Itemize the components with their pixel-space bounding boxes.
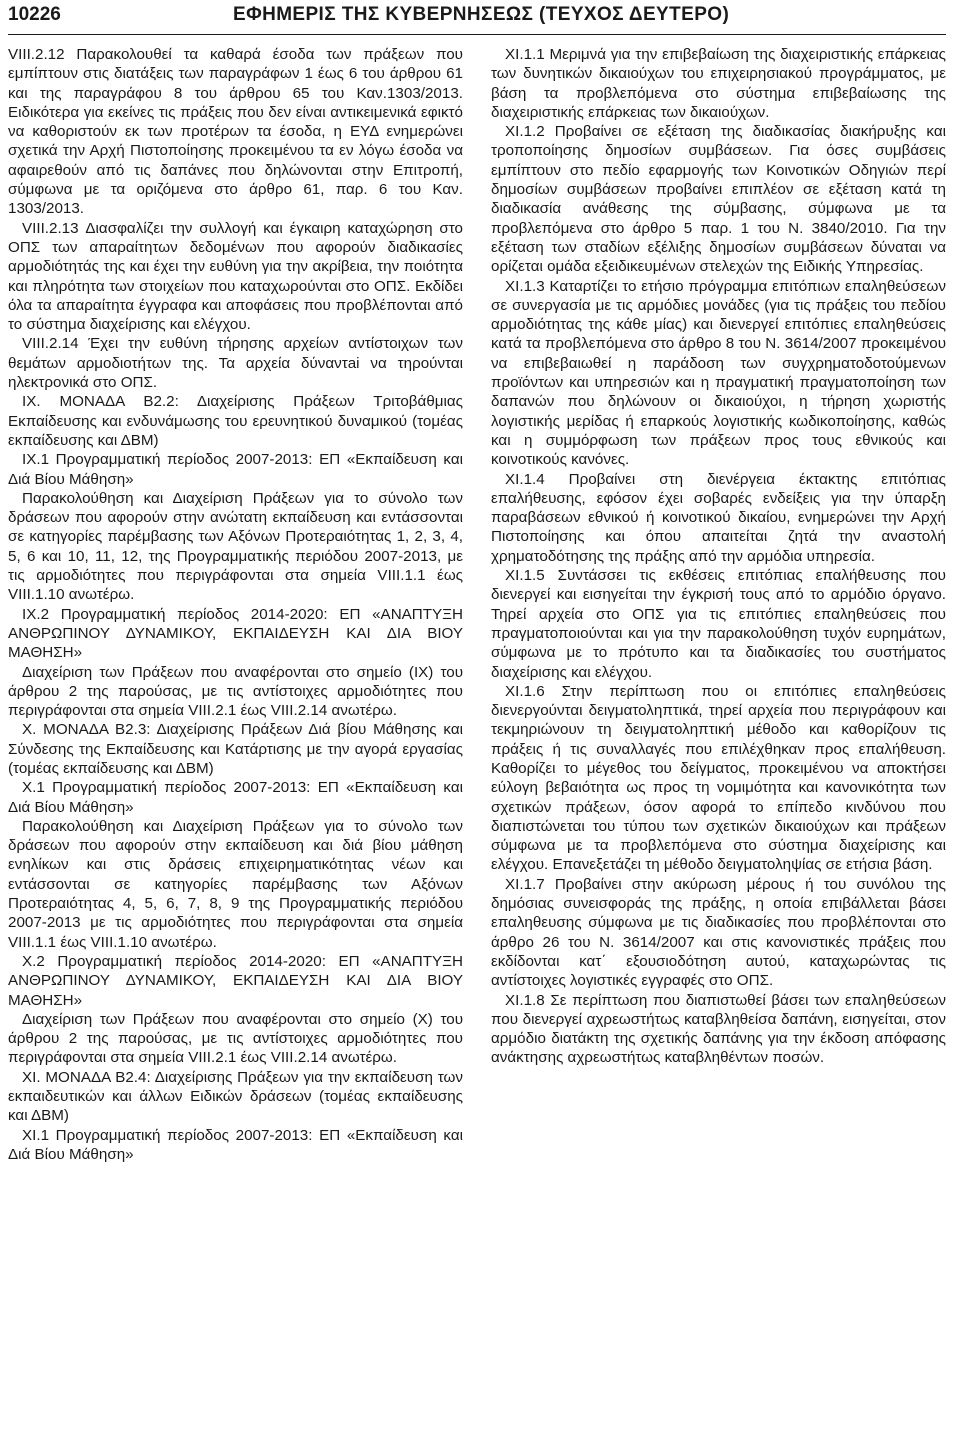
paragraph: XI.1.4 Προβαίνει στη διενέργεια έκτακτης επιτόπιας επαλήθευσης, εφόσον έχει σοβαρές ενδείξεις για την ύπαρξη παραβάσεων εθνικού ή κοινοτικού δικαίου, ενημερώνει την Αρχή Πιστοποίησης και όπου απαιτείται ζητά την αναστολή χρηματοδότησης της πράξης από την αρμόδια υπηρεσία. bbox=[491, 470, 946, 565]
paragraph: XI.1.5 Συντάσσει τις εκθέσεις επιτόπιας επαλήθευσης που διενεργεί και εισηγείται την έγκρισή τους από το αρμόδιο όργανο. Τηρεί αρχεία στο ΟΠΣ για τις επιτόπιες επαληθεύσεις που πραγματοποιούνται και για την παρακολούθηση τυχόν ευρημάτων, σύμφωνα με το πρότυπο και τα διαδικασίες του συστήματος διαχείρισης και ελέγχου. bbox=[491, 567, 946, 681]
paragraph: XI.1.7 Προβαίνει στην ακύρωση μέρους ή του συνόλου της δημόσιας συνεισφοράς της πράξης, η οποία επιβάλλεται βάσει επαληθευσης σύμφωνα με τις διαδικασίες που προβλέπονται στο άρθρο 26 του Ν. 3614/2007 και στις κανονιστικές πράξεις που εκδίδονται κατ΄ εξουσιοδότηση αυτού, καταχωρώντας τις αντίστοιχες λογιστικές εγγραφές στο ΟΠΣ. bbox=[491, 875, 946, 990]
paragraph: IX.1 Προγραμματική περίοδος 2007-2013: ΕΠ «Εκπαίδευση και Διά Βίου Μάθηση» bbox=[8, 451, 463, 488]
paragraph: XI.1.3 Καταρτίζει το ετήσιο πρόγραμμα επιτόπιων επαληθεύσεων σε συνεργασία με τις αρμόδιες μονάδες (για τις πράξεις του πεδίου αρμοδιότητας της κάθε μίας) και διενεργεί επιτόπιες επαληθεύσεις κατά τα προβλεπόμενα στο άρθρο 8 του Ν. 3614/2007 προκειμένου να επιβεβαιωθεί η παράδοση των συγχρηματοδοτούμενων προϊόντων και υπηρεσιών και η πραγματική πραγματοποίηση των δαπανών που δηλώνουν οι δικαιούχοι, η τήρηση χωριστής λογιστικής μερίδας ή επαρκούς λογιστικής κωδικοποίησης, καθώς και η συμμόρφωση των πράξεων προς τους εθνικούς και κοινοτικούς κανόνες. bbox=[491, 277, 946, 469]
paragraph: VIII.2.14 Έχει την ευθύνη τήρησης αρχείων αντίστοιχων των θεμάτων αρμοδιοτήτων της. Τα αρχεία δύναντai να τηρούνται ηλεκτρονικά στο ΟΠΣ. bbox=[8, 335, 463, 392]
paragraph: VIII.2.12 Παρακολουθεί τα καθαρά έσοδα των πράξεων που εμπίπτουν στις διατάξεις των παραγράφων 1 έως 6 του άρθρου 61 και της παραγράφου 8 του άρθρου 65 του Καν.1303/2013. Ειδικότερα για εκείνες τις πράξεις που δεν είναι αντικειμενικά εφικτό να καθοριστούν εκ των προτέρων τα έσοδα, η ΕΥΔ ενημερώνει σχετικά την Αρχή Πιστοποίησης προκειμένου τα εν λόγω έσοδα να αφαιρεθούν από τις δαπάνες που δηλώνονται στην Επιτροπή, σύμφωνα με τα οριζόμενα στο άρθρο 61, παρ. 6 του Καν. 1303/2013. bbox=[8, 46, 463, 218]
paragraph: XI. ΜΟΝΑΔΑ Β2.4: Διαχείρισης Πράξεων για την εκπαίδευση των εκπαιδευτικών και άλλων Ειδικών δράσεων (τομέας εκπαίδευσης και ΔΒΜ) bbox=[8, 1068, 463, 1125]
paragraph: IX. ΜΟΝΑΔΑ Β2.2: Διαχείρισης Πράξεων Τριτοβάθμιας Εκπαίδευσης και ενδυνάμωσης του ερευνητικού δυναμικού (τομέας εκπαίδευσης και ΔΒΜ) bbox=[8, 393, 463, 449]
paragraph: XI.1.8 Σε περίπτωση που διαπιστωθεί βάσει των επαληθεύσεων που διενεργεί αχρεωστήτως καταβληθείσα δαπάνη, εισηγείται, στον αρμόδιο διατάκτη της σχετικής δαπάνης για την έκδοση απόφασης ανάκτησης αχρεωστήτως καταβληθέντων ποσών. bbox=[491, 991, 946, 1067]
right-column bbox=[491, 45, 946, 1164]
paragraph: XI.1.6 Στην περίπτωση που οι επιτόπιες επαληθεύσεις διενεργούνται δειγματοληπτικά, τηρεί αρχεία που περιγράφουν και τεκμηριώνουν τη δειγματοληπτική μέθοδο και καθορίζουν τις πράξεις ή τις συναλλαγές που επιλέχθηκαν προς επαλήθευση. Καθορίζει το μέγεθος του δείγματος, προκειμένου να αποκτήσει εύλογη βεβαιότητα ως προς τη νομιμότητα και κανονικότητα των σχετικών πράξεων, όσον αφορά το επίπεδο κινδύνου που διαπιστώνεται του τύπου των σχετικών δικαιούχων και πράξεων σύμφωνα με τα προβλεπόμενα στο σύστημα διαχείρισης και ελέγχου. Επανεξετάζει τη μέθοδο δειγματοληψίας σε ετήσια βάση. bbox=[491, 682, 946, 874]
paragraph: X.1 Προγραμματική περίοδος 2007-2013: ΕΠ «Εκπαίδευση και Διά Βίου Μάθηση» bbox=[8, 779, 463, 816]
paragraph: XI.1 Προγραμματική περίοδος 2007-2013: ΕΠ «Εκπαίδευση και Διά Βίου Μάθηση» bbox=[8, 1126, 463, 1163]
paragraph: X. ΜΟΝΑΔΑ Β2.3: Διαχείρισης Πράξεων Διά βίου Μάθησης και Σύνδεσης της Εκπαίδευσης και Κατάρτισης με την αγορά εργασίας (τομέας εκπαίδευσης και ΔΒΜ) bbox=[8, 721, 463, 777]
left-column bbox=[8, 45, 463, 1164]
paragraph: XI.1.1 Μεριμνά για την επιβεβαίωση της διαχειριστικής επάρκειας των δυνητικών δικαιούχων του επιχειρησιακού προγράμματος, με βάση τα προβλεπόμενα στο σύστημα επιβεβαίωσης της διαχειριστικής επάρκειας των δικαιούχων. bbox=[491, 46, 946, 121]
page-number: 10226 bbox=[8, 4, 61, 25]
paragraph: XI.1.2 Προβαίνει σε εξέταση της διαδικασίας διακήρυξης και τροποποίησης δημοσίων συμβάσεων. Για όσες συμβάσεις εμπίπτουν στο πεδίο εφαρμογής των Κοινοτικών Οδηγιών περί δημοσίων συμβάσεων προβαίνει επιπλέον σε εξέταση κατά τη διαδικασία ανάθεσης της σύμβασης, σύμφωνα με τα προβλεπόμενα στο άρθρο 5 παρ. 1 του Ν. 3840/2010. Για την εξέταση των σταδίων εξέλιξης δημοσίων συμβάσεων δύναται να ορίζεται ομάδα εξειδικευμένων στελεχών της Ειδικής Υπηρεσίας. bbox=[491, 123, 946, 276]
paragraph: Παρακολούθηση και Διαχείριση Πράξεων για το σύνολο των δράσεων που αφορούν στην εκπαίδευση και διά βίου μάθηση ενηλίκων και στις δράσεις επιχειρηματικότητας νέων και εντάσσονται σε κατηγορίες παρέμβασης των Αξόνων Προτεραιότητας 4, 5, 6, 7, 8, 9 της Προγραμματικής περιόδου 2007-2013 με τις αρμοδιότητες που περιγράφονται στα σημεία VIII.1.1 έως VIII.1.10 ανωτέρω. bbox=[8, 817, 463, 951]
text-columns bbox=[8, 45, 946, 1164]
paragraph: Διαχείριση των Πράξεων που αναφέρονται στο σημείο (IX) του άρθρου 2 της παρούσας, με τις αντίστοιχες αρμοδιότητες που περιγράφονται στα σημεία VIII.2.1 έως VIII.2.14 ανωτέρω. bbox=[8, 663, 463, 720]
paragraph: IX.2 Προγραμματική περίοδος 2014-2020: ΕΠ «ΑΝΑΠΤΥΞΗ ΑΝΘΡΩΠΙΝΟΥ ΔΥΝΑΜΙΚΟΥ, ΕΚΠΑΙΔΕΥΣΗ ΚΑΙ ΔΙΑ ΒΙΟΥ ΜΑΘΗΣΗ» bbox=[8, 605, 463, 662]
paragraph: Διαχείριση των Πράξεων που αναφέρονται στο σημείο (X) του άρθρου 2 της παρούσας, με τις αντίστοιχες αρμοδιότητες που περιγράφονται στα σημεία VIII.2.1 έως VIII.2.14 ανωτέρω. bbox=[8, 1010, 463, 1067]
gazette-title: ΕΦΗΜΕΡΙΣ ΤΗΣ ΚΥΒΕΡΝΗΣΕΩΣ (ΤΕΥΧΟΣ ΔΕΥΤΕΡΟ) bbox=[233, 4, 730, 25]
paragraph: VIII.2.13 Διασφαλίζει την συλλογή και έγκαιρη καταχώρηση στο ΟΠΣ των απαραίτητων δεδομένων που αφορούν διαδικασίες αρμοδιότητάς της και έχει την ευθύνη για την ακρίβεια, την ποιότητα και πληρότητα των στοιχείων που καταχωρούνται στο ΟΠΣ. Εκδίδει όλα τα απαραίτητα έγγραφα και αποφάσεις που προβλέπονται από το σύστημα διαχείρισης και ελέγχου. bbox=[8, 219, 463, 334]
paragraph: Παρακολούθηση και Διαχείριση Πράξεων για το σύνολο των δράσεων που αφορούν στην ανώτατη εκπαίδευση και εντάσσονται σε κατηγορίες παρέμβασης των Αξόνων Προτεραιότητας 1, 2, 3, 4, 5, 6 και 10, 11, 12, της Προγραμματικής περιόδου 2007-2013, με τις αρμοδιότητες που περιγράφονται στα σημεία VIII.1.1 έως VIII.1.10 ανωτέρω. bbox=[8, 489, 463, 604]
page-header bbox=[8, 0, 946, 35]
paragraph: X.2 Προγραμματική περίοδος 2014-2020: ΕΠ «ΑΝΑΠΤΥΞΗ ΑΝΘΡΩΠΙΝΟΥ ΔΥΝΑΜΙΚΟΥ, ΕΚΠΑΙΔΕΥΣΗ ΚΑΙ ΔΙΑ ΒΙΟΥ ΜΑΘΗΣΗ» bbox=[8, 952, 463, 1009]
